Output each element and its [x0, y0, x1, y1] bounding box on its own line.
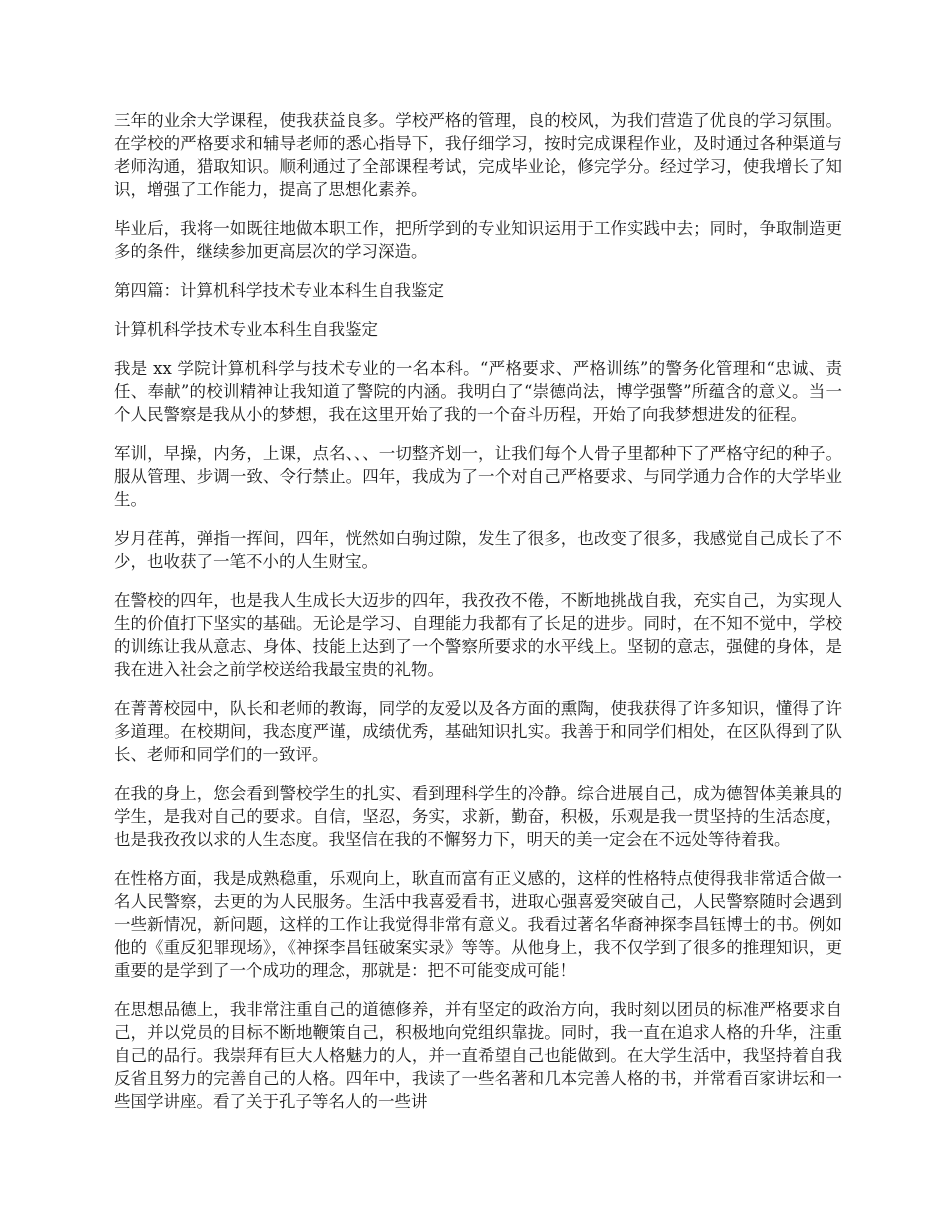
paragraph-introduction: 我是 xx 学院计算机科学与技术专业的一名本科。“严格要求、严格训练”的警务化管理和“忠诚、责任、奉献”的校训精神让我知道了警院的内涵。我明白了“崇德尚法，博学强警”所蕴含的意义。当一个人民警察是我从小的梦想，我在这里开始了我的一个奋斗历程，开始了向我梦想进发的征程。: [114, 359, 842, 424]
document-page: [114, 109, 842, 1129]
paragraph-personality: 在性格方面，我是成熟稳重，乐观向上，耿直而富有正义感的，这样的性格特点使得我非常适合做一名人民警察，去更的为人民服务。生活中我喜爱看书，进取心强喜爱突破自己，人民警察随时会遇到一些新情况，新问题，这样的工作让我觉得非常有意义。我看过著名华裔神探李昌钰博士的书。例如他的《重反犯罪现场》，《神探李昌钰破案实录》等等。从他身上，我不仅学到了很多的推理知识，更重要的是学到了一个成功的理念，那就是：把不可能变成可能！: [114, 869, 842, 980]
paragraph-after-graduation: 毕业后，我将一如既往地做本职工作，把所学到的专业知识运用于工作实践中去；同时，争取制造更多的条件，继续参加更高层次的学习深造。: [114, 219, 842, 261]
paragraph-study-summary: 三年的业余大学课程，使我获益良多。学校严格的管理，良的校风，为我们营造了优良的学习氛围。在学校的严格要求和辅导老师的悉心指导下，我仔细学习，按时完成课程作业，及时通过各种渠道与老师沟通，猎取知识。顺利通过了全部课程考试，完成毕业论，修完学分。经过学习，使我增长了知识，增强了工作能力，提高了思想化素养。: [114, 111, 842, 199]
paragraph-growth: 在警校的四年，也是我人生成长大迈步的四年，我孜孜不倦，不断地挑战自我，充实自己，为实现人生的价值打下坚实的基础。无论是学习、自理能力我都有了长足的进步。同时，在不知不觉中，学校的训练让我从意志、身体、技能上达到了一个警察所要求的水平线上。坚韧的意志，强健的身体，是我在进入社会之前学校送给我最宝贵的礼物。: [114, 591, 842, 679]
paragraph-morality: 在思想品德上，我非常注重自己的道德修养，并有坚定的政治方向，我时刻以团员的标准严格要求自己，并以党员的目标不断地鞭策自己，积极地向党组织靠拢。同时，我一直在追求人格的升华，注重自己的品行。我崇拜有巨大人格魅力的人，并一直希望自己也能做到。在大学生活中，我坚持着自我反省且努力的完善自己的人格。四年中，我读了一些名著和几本完善人格的书，并常看百家讲坛和一些国学讲座。看了关于孔子等名人的一些讲: [114, 1000, 842, 1111]
paragraph-campus: 在菁菁校园中，队长和老师的教诲，同学的友爱以及各方面的熏陶，使我获得了许多知识，懂得了许多道理。在校期间，我态度严谨，成绩优秀，基础知识扎实。我善于和同学们相处，在区队得到了队长、老师和同学们的一致评。: [114, 699, 842, 764]
paragraph-military-training: 军训，早操，内务，上课，点名、、、一切整齐划一，让我们每个人骨子里都种下了严格守纪的种子。服从管理、步调一致、令行禁止。四年，我成为了一个对自己严格要求、与同学通力合作的大学毕业生。: [114, 444, 842, 509]
document-title: 计算机科学技术专业本科生自我鉴定: [114, 320, 378, 339]
section-heading: 第四篇：计算机科学技术专业本科生自我鉴定: [114, 281, 444, 300]
paragraph-attitude: 在我的身上，您会看到警校学生的扎实、看到理科学生的冷静。综合进展自己，成为德智体美兼具的学生，是我对自己的要求。自信，坚忍，务实，求新，勤奋，积极，乐观是我一贯坚持的生活态度，也是我孜孜以求的人生态度。我坚信在我的不懈努力下，明天的美一定会在不远处等待着我。: [114, 784, 842, 849]
paragraph-four-years: 岁月荏苒，弹指一挥间，四年，恍然如白驹过隙，发生了很多，也改变了很多，我感觉自己成长了不少，也收获了一笔不小的人生财宝。: [114, 529, 842, 571]
